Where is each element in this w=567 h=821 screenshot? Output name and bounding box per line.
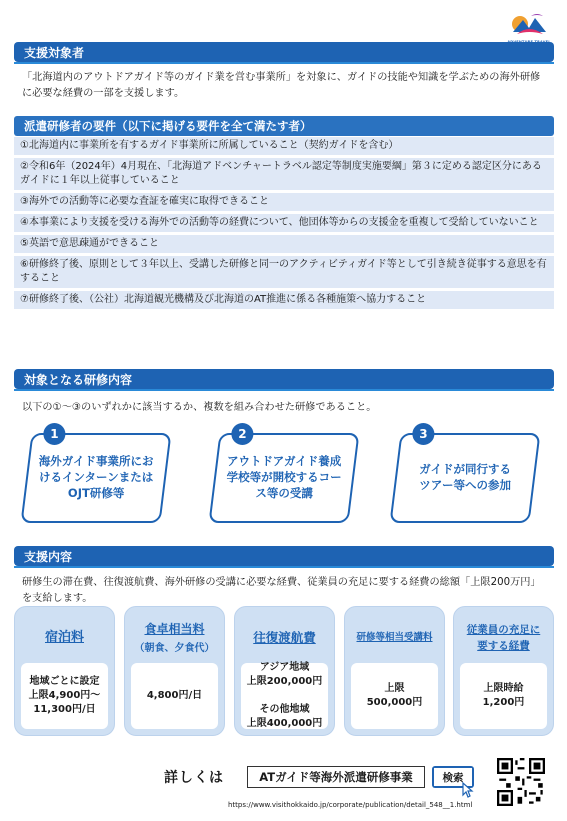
card-subtitle: （朝食、夕食代） (134, 643, 215, 654)
section-programs-title: 対象となる研修内容 (14, 369, 554, 389)
cursor-icon (462, 782, 476, 798)
program-number: 1 (43, 423, 65, 445)
card-title: 宿泊料 (44, 629, 84, 645)
requirement-item: ⑥研修終了後、原則として３年以上、受講した研修と同一のアクティビティガイド等として引き続き従事する意思を有すること (14, 256, 554, 288)
card-detail: 地域ごとに設定 上限4,900円～ 11,300円/日 (21, 663, 108, 729)
support-card-lodging (14, 606, 115, 736)
card-title: 従業員の充足に 要する経費 (466, 623, 541, 652)
details-label: 詳しくは (164, 770, 224, 786)
card-detail: 4,800円/日 (131, 663, 218, 729)
support-card-staffing (453, 606, 554, 736)
program-text: アウトドアガイド養成 学校等が開校するコー ス等の受講 (226, 454, 342, 500)
qr-code-icon[interactable] (497, 758, 545, 806)
requirement-item: ⑦研修終了後、（公社）北海道観光機構及び北海道のAT推進に係る各種施策へ協力すること (14, 291, 554, 309)
program-number: 3 (412, 423, 434, 445)
section-programs-body: 以下の①～③のいずれかに該当するか、複数を組み合わせた研修であること。 (22, 402, 377, 413)
support-cards (14, 606, 554, 736)
program-text: ガイドが同行する ツアー等への参加 (419, 462, 511, 492)
section-target-title: 支援対象者 (14, 42, 554, 62)
section-support-title: 支援内容 (14, 546, 554, 566)
section-target-body: 「北海道内のアウトドアガイド等のガイド業を営む事業所」を対象に、ガイドの技能や知識を学ぶための海外研修に必要な経費の一部を支援します。 (22, 72, 541, 99)
search-keyword-box: ATガイド等海外派遣研修事業 (247, 766, 425, 788)
requirements-list (14, 137, 554, 312)
search-button-label: 検索 (434, 768, 472, 786)
program-card-3 (389, 427, 540, 523)
requirement-item: ⑤英語で意思疎通ができること (14, 235, 554, 253)
card-title: 研修等相当受講料 (356, 631, 433, 643)
requirements-title: 派遣研修者の要件（以下に掲げる要件を全て満たす者） (14, 116, 554, 136)
card-detail: 上限 500,000円 (351, 663, 438, 729)
adventure-travel-logo-icon (509, 10, 549, 40)
section-support-body: 研修生の滞在費、往復渡航費、海外研修の受講に必要な経費、従業員の充足に要する経費の総額「上限200万円」を支給します。 (22, 577, 541, 604)
support-card-travel (234, 606, 335, 736)
requirement-item: ④本事業により支援を受ける海外での活動等の経費について、他団体等からの支援金を重複して受給していないこと (14, 214, 554, 232)
requirement-item: ③海外での活動等に必要な査証を確実に取得できること (14, 193, 554, 211)
program-card-1 (20, 427, 171, 523)
support-card-tuition (344, 606, 445, 736)
program-text: 海外ガイド事業所にお けるインターンまたは OJT研修等 (38, 454, 154, 500)
program-number: 2 (231, 423, 253, 445)
program-card-2 (208, 427, 359, 523)
card-detail: 上限時給 1,200円 (460, 663, 547, 729)
card-detail: アジア地域 上限200,000円 その他地域 上限400,000円 (241, 663, 328, 729)
details-url[interactable]: https://www.visithokkaido.jp/corporate/publication/detail_548__1.html (228, 801, 473, 809)
requirement-item: ①北海道内に事業所を有するガイド事業所に所属していること（契約ガイドを含む） (14, 137, 554, 155)
card-title: 食卓相当料 (144, 622, 205, 636)
card-title: 往復渡航費 (253, 629, 316, 645)
requirement-item: ②令和6年（2024年）4月現在、「北海道アドベンチャートラベル認定等制度実施要綱」第３に定める認定区分にあるガイドに１年以上従事していること (14, 158, 554, 190)
support-card-meals (124, 606, 225, 736)
